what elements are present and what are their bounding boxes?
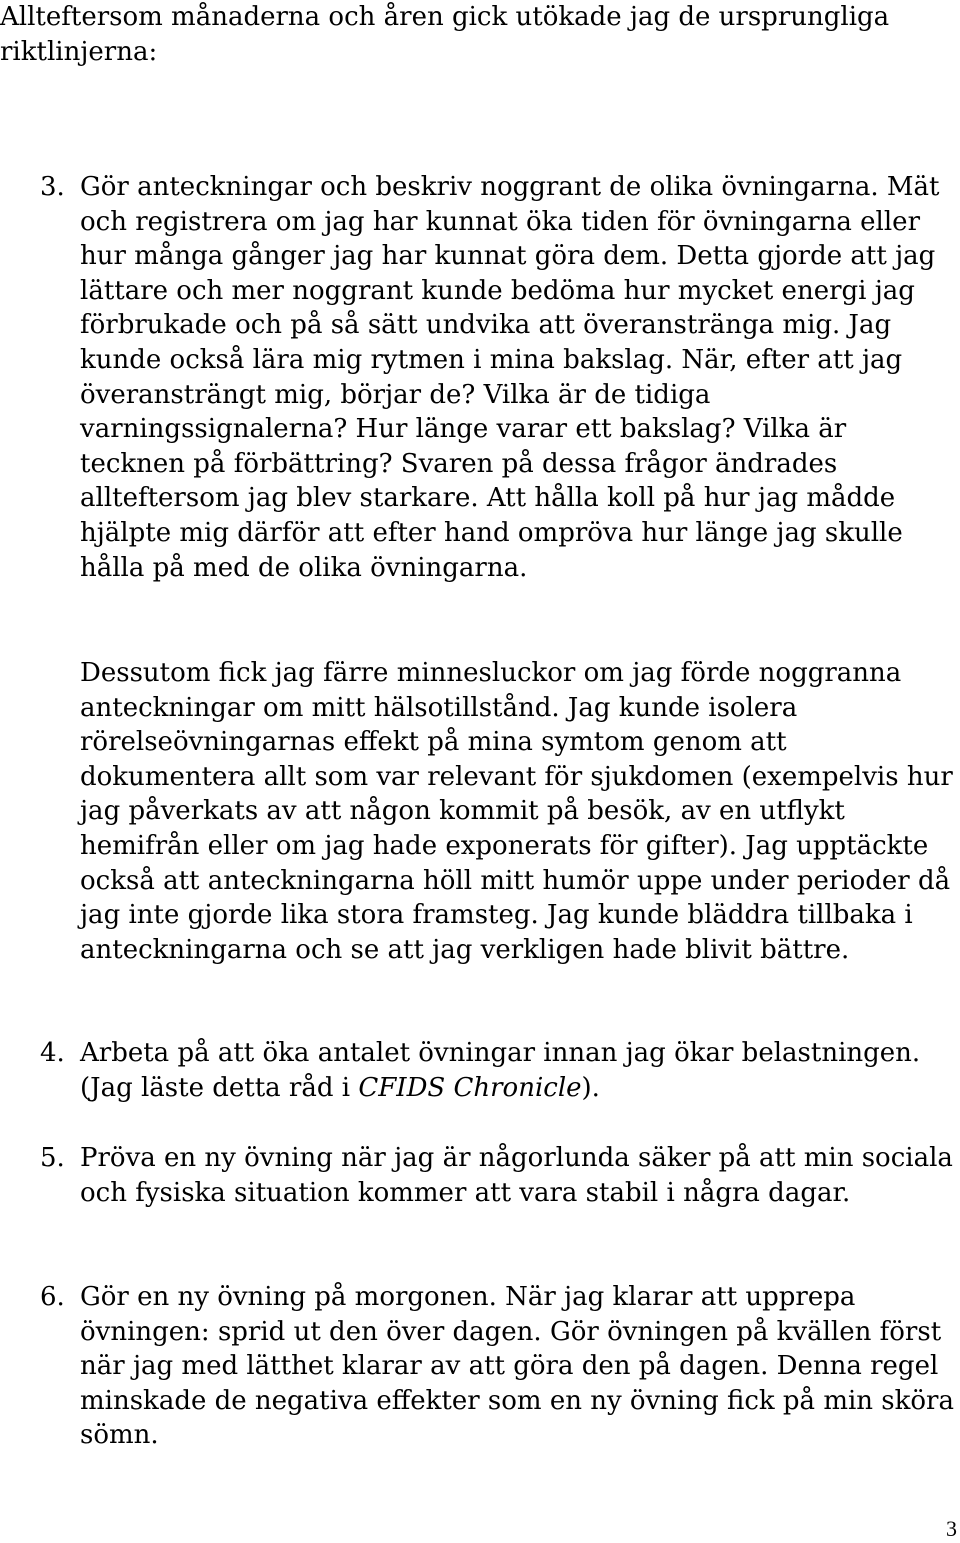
page-number: 3 <box>946 1516 957 1541</box>
list-item-number: 3. <box>40 172 65 202</box>
intro-paragraph: Allteftersom månaderna och åren gick utökade jag de ursprungliga riktlinjerna: <box>0 2 890 67</box>
list-item-number: 5. <box>40 1143 65 1173</box>
list-item-3-continuation: Dessutom fick jag färre minnesluckor om jag förde noggranna anteckningar om mitt hälsotillstånd. Jag kunde isolera rörelseövningarnas effekt på mina symtom genom att dokumentera allt som var relevant för sjukdomen (exempelvis hur jag påverkats av att någon kommit på besök, av en utflykt hemifrån eller om jag hade exponerats för gifter). Jag upptäckte också att anteckningarna höll mitt humör uppe under perioder då jag inte gjorde lika stora framsteg. Jag kunde bläddra tillbaka i anteckningarna och se att jag verkligen hade blivit bättre. <box>80 658 953 965</box>
publication-title: CFIDS Chronicle <box>358 1072 582 1103</box>
list-item-number: 4. <box>40 1038 65 1068</box>
list-item-text <box>80 1036 954 1105</box>
list-item-text: Pröva en ny övning när jag är någorlunda säker på att min sociala och fysiska situation kommer att vara stabil i några dagar. <box>80 1143 953 1208</box>
list-item-text-start: Arbeta på att öka antalet övningar innan jag ökar belastningen. (Jag läste detta råd i <box>80 1038 921 1103</box>
list-item-number: 6. <box>40 1282 65 1312</box>
list-item-text-end: ). <box>581 1072 600 1103</box>
list-item-text: Gör anteckningar och beskriv noggrant de olika övningarna. Mät och registrera om jag har kunnat öka tiden för övningarna eller hur många gånger jag har kunnat göra dem. Detta gjorde att jag lättare och mer noggrant kunde bedöma hur mycket energi jag förbrukade och på så sätt undvika att överanstränga mig. Jag kunde också lära mig rytmen i mina bakslag. När, efter att jag överansträngt mig, börjar de? Vilka är de tidiga varningssignalerna? Hur länge varar ett bakslag? Vilka är tecknen på förbättring? Svaren på dessa frågor ändrades allteftersom jag blev starkare. Att hålla koll på hur jag mådde hjälpte mig därför att efter hand ompröva hur länge jag skulle hålla på med de olika övningarna. <box>80 172 940 583</box>
list-item-text: Gör en ny övning på morgonen. När jag klarar att upprepa övningen: sprid ut den över dagen. Gör övningen på kvällen först när jag med lätthet klarar av att göra den på dagen. Denna regel minskade de negativa effekter som en ny övning fick på min sköra sömn. <box>80 1282 954 1451</box>
